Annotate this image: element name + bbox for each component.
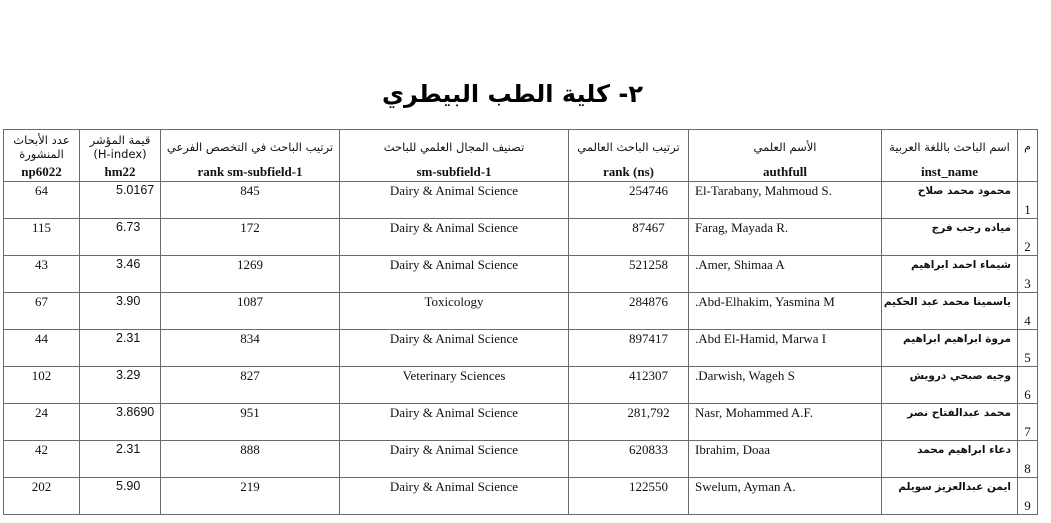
- cell-subrank: 845: [161, 182, 340, 219]
- cell-hm: 3.29: [80, 367, 161, 404]
- header-hm-ar: قيمة المؤشر (H-index): [80, 130, 161, 165]
- cell-np: 67: [4, 293, 80, 330]
- header-subfield-en: sm-subfield-1: [340, 164, 569, 182]
- cell-index: 2: [1018, 219, 1038, 256]
- table-row: [4, 219, 1038, 256]
- cell-subrank: 834: [161, 330, 340, 367]
- cell-subfield: Dairy & Animal Science: [340, 478, 569, 515]
- cell-np: 24: [4, 404, 80, 441]
- cell-rank: 620833: [569, 441, 689, 478]
- cell-np: 202: [4, 478, 80, 515]
- header-inst-ar: اسم الباحث باللغة العربية: [882, 130, 1018, 165]
- cell-subfield: Dairy & Animal Science: [340, 219, 569, 256]
- cell-index: 1: [1018, 182, 1038, 219]
- cell-subrank: 219: [161, 478, 340, 515]
- cell-rank: 281,792: [569, 404, 689, 441]
- header-np-ar: عدد الأبحاث المنشورة: [4, 130, 80, 165]
- cell-subfield: Veterinary Sciences: [340, 367, 569, 404]
- cell-subfield: Dairy & Animal Science: [340, 182, 569, 219]
- cell-subrank: 1087: [161, 293, 340, 330]
- cell-inst-name: محمد عبدالفتاح نصر: [882, 404, 1018, 441]
- cell-index: 8: [1018, 441, 1038, 478]
- cell-authfull: .Amer, Shimaa A: [689, 256, 882, 293]
- header-subfield-ar: تصنيف المجال العلمي للباحث: [340, 130, 569, 165]
- table-row: [4, 367, 1038, 404]
- cell-inst-name: شيماء احمد ابراهيم: [882, 256, 1018, 293]
- table-row: [4, 293, 1038, 330]
- cell-authfull: El-Tarabany, Mahmoud S.: [689, 182, 882, 219]
- table-row: [4, 478, 1038, 515]
- cell-rank: 412307: [569, 367, 689, 404]
- cell-authfull: Ibrahim, Doaa: [689, 441, 882, 478]
- cell-inst-name: مروة ابراهيم ابراهيم: [882, 330, 1018, 367]
- cell-hm: 3.90: [80, 293, 161, 330]
- cell-hm: 6.73: [80, 219, 161, 256]
- header-rank-ar: ترتيب الباحث العالمي: [569, 130, 689, 165]
- cell-inst-name: مياده رجب فرج: [882, 219, 1018, 256]
- cell-np: 115: [4, 219, 80, 256]
- cell-hm: 3.46: [80, 256, 161, 293]
- cell-authfull: .Abd El-Hamid, Marwa I: [689, 330, 882, 367]
- cell-index: 6: [1018, 367, 1038, 404]
- cell-rank: 254746: [569, 182, 689, 219]
- cell-rank: 284876: [569, 293, 689, 330]
- cell-index: 3: [1018, 256, 1038, 293]
- cell-rank: 521258: [569, 256, 689, 293]
- cell-np: 43: [4, 256, 80, 293]
- header-row-arabic: [4, 130, 1038, 165]
- cell-np: 102: [4, 367, 80, 404]
- table-row: [4, 256, 1038, 293]
- header-inst-en: inst_name: [882, 164, 1018, 182]
- cell-index: 7: [1018, 404, 1038, 441]
- cell-hm: 3.8690: [80, 404, 161, 441]
- cell-rank: 122550: [569, 478, 689, 515]
- cell-hm: 2.31: [80, 441, 161, 478]
- cell-authfull: Swelum, Ayman A.: [689, 478, 882, 515]
- header-authfull-en: authfull: [689, 164, 882, 182]
- cell-rank: 897417: [569, 330, 689, 367]
- cell-subrank: 172: [161, 219, 340, 256]
- cell-subfield: Dairy & Animal Science: [340, 330, 569, 367]
- cell-authfull: Nasr, Mohammed A.F.: [689, 404, 882, 441]
- cell-subfield: Dairy & Animal Science: [340, 404, 569, 441]
- header-np-en: np6022: [4, 164, 80, 182]
- page-title: ٢- كلية الطب البيطري: [382, 80, 643, 108]
- cell-subrank: 827: [161, 367, 340, 404]
- header-hm-en: hm22: [80, 164, 161, 182]
- cell-authfull: .Darwish, Wageh S: [689, 367, 882, 404]
- cell-np: 42: [4, 441, 80, 478]
- header-idx-en: [1018, 164, 1038, 182]
- table-row: [4, 182, 1038, 219]
- cell-inst-name: دعاء ابراهيم محمد: [882, 441, 1018, 478]
- header-idx-ar: م: [1018, 130, 1038, 165]
- cell-authfull: Farag, Mayada R.: [689, 219, 882, 256]
- cell-inst-name: ياسمينا محمد عبد الحكيم: [882, 293, 1018, 330]
- cell-subfield: Dairy & Animal Science: [340, 441, 569, 478]
- cell-inst-name: وجيه صبحي درويش: [882, 367, 1018, 404]
- cell-subrank: 888: [161, 441, 340, 478]
- cell-hm: 2.31: [80, 330, 161, 367]
- cell-np: 64: [4, 182, 80, 219]
- cell-np: 44: [4, 330, 80, 367]
- cell-hm: 5.0167: [80, 182, 161, 219]
- cell-hm: 5.90: [80, 478, 161, 515]
- cell-subrank: 951: [161, 404, 340, 441]
- table-row: [4, 404, 1038, 441]
- header-subrank-en: rank sm-subfield-1: [161, 164, 340, 182]
- cell-inst-name: محمود محمد صلاح: [882, 182, 1018, 219]
- header-subrank-ar: ترتيب الباحث في التخصص الفرعي: [161, 130, 340, 165]
- table-row: [4, 441, 1038, 478]
- researchers-table: [3, 129, 1038, 515]
- header-rank-en: rank (ns): [569, 164, 689, 182]
- header-authfull-ar: الأسم العلمي: [689, 130, 882, 165]
- cell-subfield: Toxicology: [340, 293, 569, 330]
- cell-index: 9: [1018, 478, 1038, 515]
- cell-subfield: Dairy & Animal Science: [340, 256, 569, 293]
- table-row: [4, 330, 1038, 367]
- cell-subrank: 1269: [161, 256, 340, 293]
- cell-index: 4: [1018, 293, 1038, 330]
- header-row-english: [4, 164, 1038, 182]
- cell-authfull: .Abd-Elhakim, Yasmina M: [689, 293, 882, 330]
- cell-inst-name: ايمن عبدالعزيز سويلم: [882, 478, 1018, 515]
- cell-rank: 87467: [569, 219, 689, 256]
- cell-index: 5: [1018, 330, 1038, 367]
